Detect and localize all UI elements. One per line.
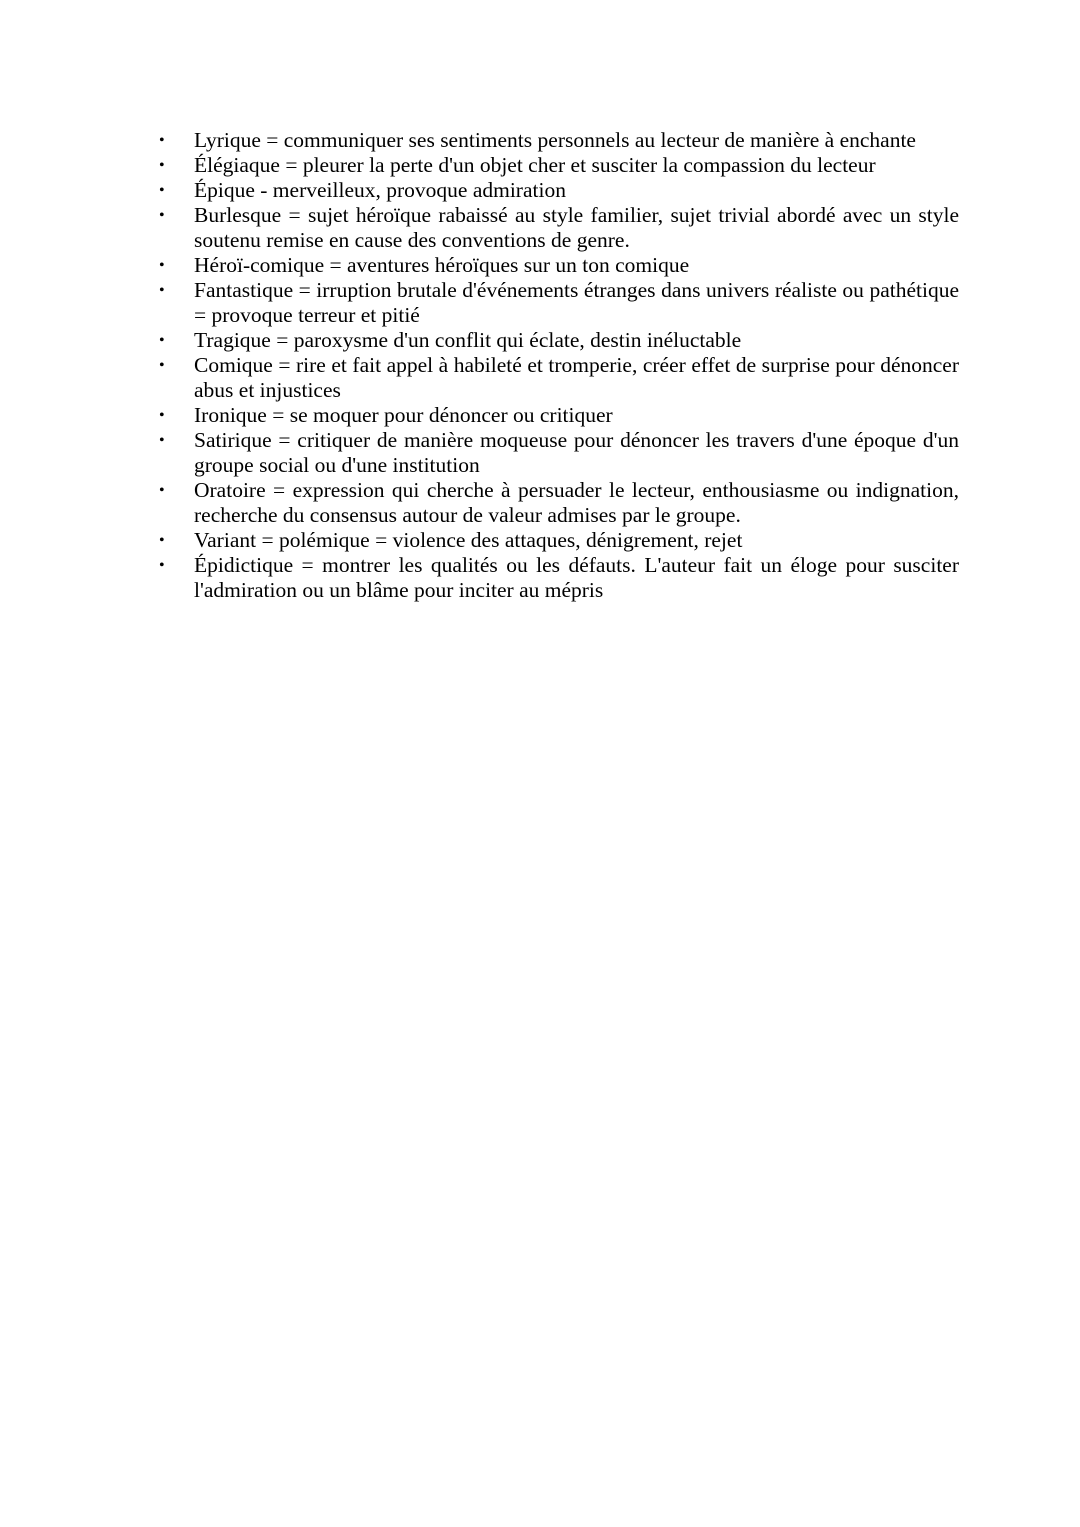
- list-item-text: Épique - merveilleux, provoque admiration: [194, 178, 566, 202]
- bullet-dot: •: [159, 407, 165, 424]
- bullet-dot: •: [159, 332, 165, 349]
- list-item-text: Épidictique = montrer les qualités ou les défauts. L'auteur fait un éloge pour susciter l'admiration ou un blâme pour inciter au mépris: [194, 553, 959, 602]
- list-item-text: Variant = polémique = violence des attaques, dénigrement, rejet: [194, 528, 743, 552]
- list-item-tragique: [159, 328, 959, 353]
- list-item-elegiaque: [159, 153, 959, 178]
- list-item-text: Burlesque = sujet héroïque rabaissé au style familier, sujet trivial abordé avec un style soutenu remise en cause des conventions de genre.: [194, 203, 959, 252]
- list-item-text: Ironique = se moquer pour dénoncer ou critiquer: [194, 403, 613, 427]
- list-item-heroi-comique: [159, 253, 959, 278]
- bullet-dot: •: [159, 532, 165, 549]
- list-item-text: Élégiaque = pleurer la perte d'un objet cher et susciter la compassion du lecteur: [194, 153, 876, 177]
- list-item-text: Satirique = critiquer de manière moqueuse pour dénoncer les travers d'une époque d'un groupe social ou d'une institution: [194, 428, 959, 477]
- list-item-fantastique: [159, 278, 959, 328]
- list-item-text: Lyrique = communiquer ses sentiments personnels au lecteur de manière à enchante: [194, 128, 916, 152]
- bullet-dot: •: [159, 557, 165, 574]
- list-item-oratoire: [159, 478, 959, 528]
- list-item-lyrique: [159, 128, 959, 153]
- list-item-comique: [159, 353, 959, 403]
- list-item-text: Tragique = paroxysme d'un conflit qui éclate, destin inéluctable: [194, 328, 742, 352]
- bullet-dot: •: [159, 357, 165, 374]
- list-item-variant: [159, 528, 959, 553]
- bullet-dot: •: [159, 182, 165, 199]
- list-item-text: Fantastique = irruption brutale d'événements étranges dans univers réaliste ou pathétique = provoque terreur et pitié: [194, 278, 959, 327]
- bullet-dot: •: [159, 432, 165, 449]
- bullet-list: [159, 128, 959, 603]
- bullet-dot: •: [159, 207, 165, 224]
- list-item-text: Oratoire = expression qui cherche à persuader le lecteur, enthousiasme ou indignation, recherche du consensus autour de valeur admises par le groupe.: [194, 478, 959, 527]
- list-item-ironique: [159, 403, 959, 428]
- bullet-dot: •: [159, 132, 165, 149]
- list-item-burlesque: [159, 203, 959, 253]
- bullet-dot: •: [159, 257, 165, 274]
- list-item-text: Héroï-comique = aventures héroïques sur un ton comique: [194, 253, 690, 277]
- bullet-dot: •: [159, 157, 165, 174]
- bullet-dot: •: [159, 482, 165, 499]
- list-item-text: Comique = rire et fait appel à habileté et tromperie, créer effet de surprise pour dénoncer abus et injustices: [194, 353, 959, 402]
- list-item-epidictique: [159, 553, 959, 603]
- list-item-epique: [159, 178, 959, 203]
- bullet-dot: •: [159, 282, 165, 299]
- list-item-satirique: [159, 428, 959, 478]
